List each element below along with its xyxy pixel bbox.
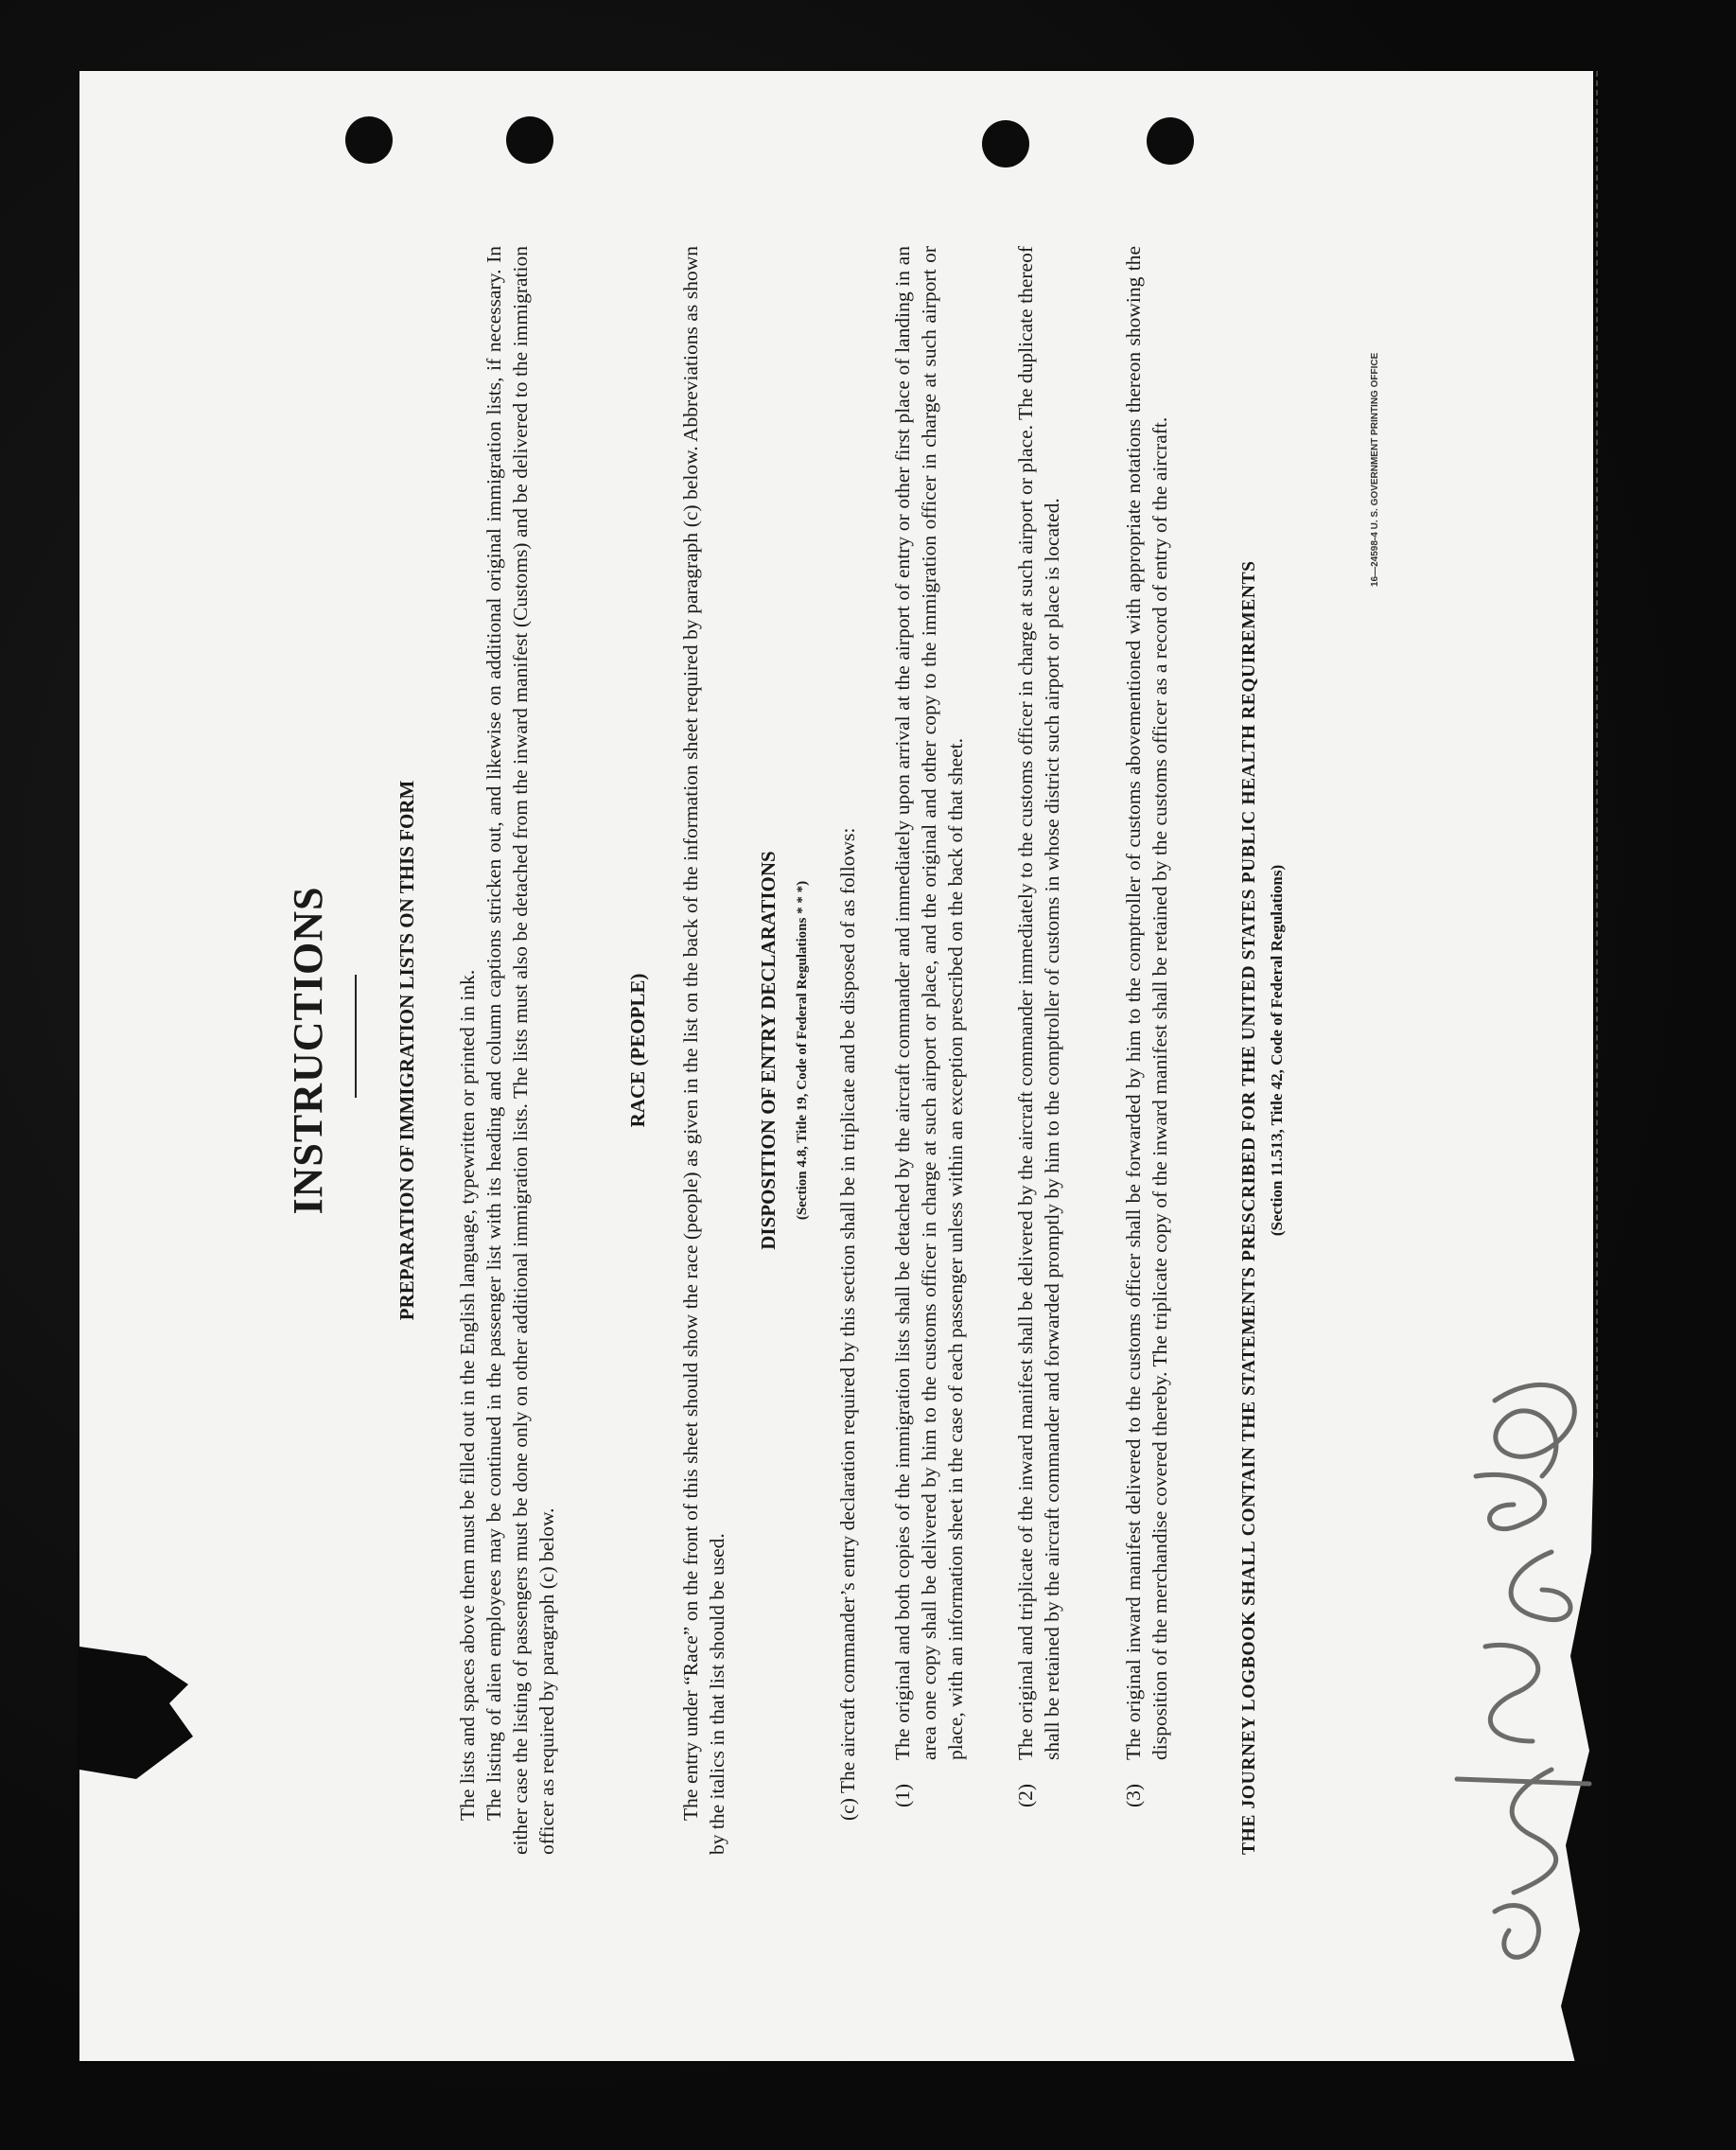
footer-heading: THE JOURNEY LOGBOOK SHALL CONTAIN THE STATEMENTS PRESCRIBED FOR THE UNITED STATES PUBLIC HEALTH REQUIREMENTS — [1239, 560, 1259, 1855]
item-1 — [889, 246, 969, 1807]
prep-heading: PREPARATION OF IMMIGRATION LISTS ON THIS FORM — [395, 780, 418, 1321]
torn-corner-left — [79, 1647, 193, 1779]
item-1-number: (1) — [891, 1783, 914, 1807]
footer-citation: (Section 11.513, Title 42, Code of Federal Regulations) — [1268, 864, 1286, 1237]
title-underline — [355, 975, 357, 1098]
item-3-number: (3) — [1122, 1783, 1145, 1807]
race-heading: RACE (PEOPLE) — [626, 973, 649, 1128]
item-2 — [1012, 246, 1065, 1807]
item-3 — [1120, 246, 1173, 1807]
disposition-citation: (Section 4.8, Title 19, Code of Federal Regulations * * *) — [795, 880, 810, 1221]
item-3-text: The original inward manifest delivered to the customs officer shall be forwarded by him to the comptroller of customs abovementioned with appropriate notations thereon showing the disposition of the merchandise covered thereby. The triplicate copy of the inward manifest shall be retained by the customs officer as a record of entry of the aircraft. — [1122, 246, 1171, 1760]
handwritten-signature — [1419, 1363, 1608, 1978]
disposition-heading: DISPOSITION OF ENTRY DECLARATIONS — [757, 851, 780, 1250]
item-1-text: The original and both copies of the immigration lists shall be detached by the aircraft commander and immediately upon arrival at the airport of entry or other first place of landing in an area one copy shall be delivered by him to the customs officer in charge at such airport or place, and the original and other copy to the immigration officer in charge at such airport or place, with an information sheet in the case of each passenger unless within an exception prescribed on the back of that sheet. — [891, 246, 967, 1760]
prep-paragraph-2: The listing of alien employees may be continued in the passenger list with its heading and column captions stricken out, and likewise on additional original immigration lists, if necessary. In either case the listing of passengers must be done only on other additional immigration lists. The lists must also be detached from the inward manifest (Customs) and be delivered to the immigration officer as required by paragraph (c) below. — [482, 246, 558, 1855]
item-2-text: The original and triplicate of the inward manifest shall be delivered by the aircraft commander immediately to the customs officer in charge at such airport or place. The duplicate thereof shall be retained by the aircraft commander and forwarded promptly by him to the comptroller of customs in whose district such airport or place is located. — [1014, 246, 1063, 1760]
prep-paragraph-1: The lists and spaces above them must be filled out in the English language, typewritten or printed in ink. — [456, 969, 479, 1821]
paragraph-c: (c) The aircraft commander’s entry declaration required by this section shall be in triplicate and be disposed of as follows: — [836, 827, 859, 1821]
race-paragraph: The entry under “Race” on the front of this sheet should show the race (people) as given in the list on the back of the information sheet required by paragraph (c) below. Abbreviations as shown by the italics in that list should be used. — [679, 246, 728, 1855]
document-title: INSTRUCTIONS — [285, 886, 331, 1215]
item-2-number: (2) — [1014, 1783, 1037, 1807]
punch-hole — [982, 120, 1029, 167]
rotated-document-content — [284, 246, 1419, 1855]
printer-mark: 16—24598-4 U. S. GOVERNMENT PRINTING OFFICE — [1370, 352, 1380, 587]
punch-hole — [1147, 117, 1194, 165]
punch-hole — [345, 116, 393, 164]
punch-hole — [506, 116, 553, 164]
